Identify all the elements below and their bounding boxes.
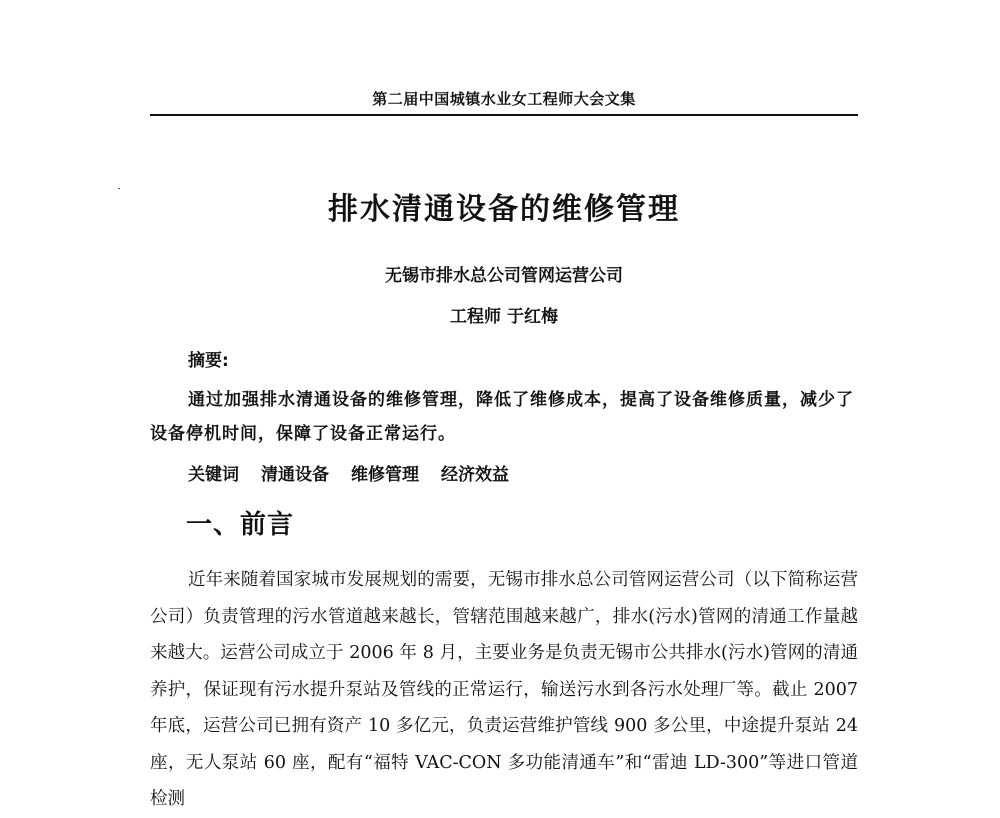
keyword: 经济效益	[441, 465, 509, 485]
keywords-line	[188, 460, 509, 485]
section-body: 近年来随着国家城市发展规划的需要，无锡市排水总公司管网运营公司（以下简称运营公司）负责管理的污水管道越来越长，管辖范围越来越广，排水(污水)管网的清通工作量越来越大。运营公司成立于 2006 年 8 月，主要业务是负责无锡市公共排水(污水)管网的清通养护，保证现有污水提升泵站及管线的正常运行，输送污水到各污水处理厂等。截止 2007 年底，运营公司已拥有资产 10 多亿元，负责运营维护管线 900 多公里，中途提升泵站 24 座，无人泵站 60 座，配有“福特 VAC-CON 多功能清通车”和“雷迪 LD-300”等进口管道检测	[150, 570, 858, 809]
author-name: 工程师 于红梅	[450, 307, 558, 327]
keywords-label: 关键词	[188, 465, 239, 485]
paper-title: 排水清通设备的维修管理	[328, 192, 680, 227]
header-divider	[150, 114, 858, 116]
section-heading: 一、前言	[186, 510, 295, 540]
running-header: 第二届中国城镇水业女工程师大会文集	[372, 90, 636, 108]
abstract-label: 摘要:	[188, 351, 229, 371]
keyword: 维修管理	[351, 465, 419, 485]
keyword: 清通设备	[261, 465, 329, 485]
abstract-text: 通过加强排水清通设备的维修管理，降低了维修成本，提高了设备维修质量，减少了设备停机时间，保障了设备正常运行。	[150, 390, 854, 444]
author-organization: 无锡市排水总公司管网运营公司	[385, 266, 623, 286]
scan-speck	[118, 188, 120, 189]
